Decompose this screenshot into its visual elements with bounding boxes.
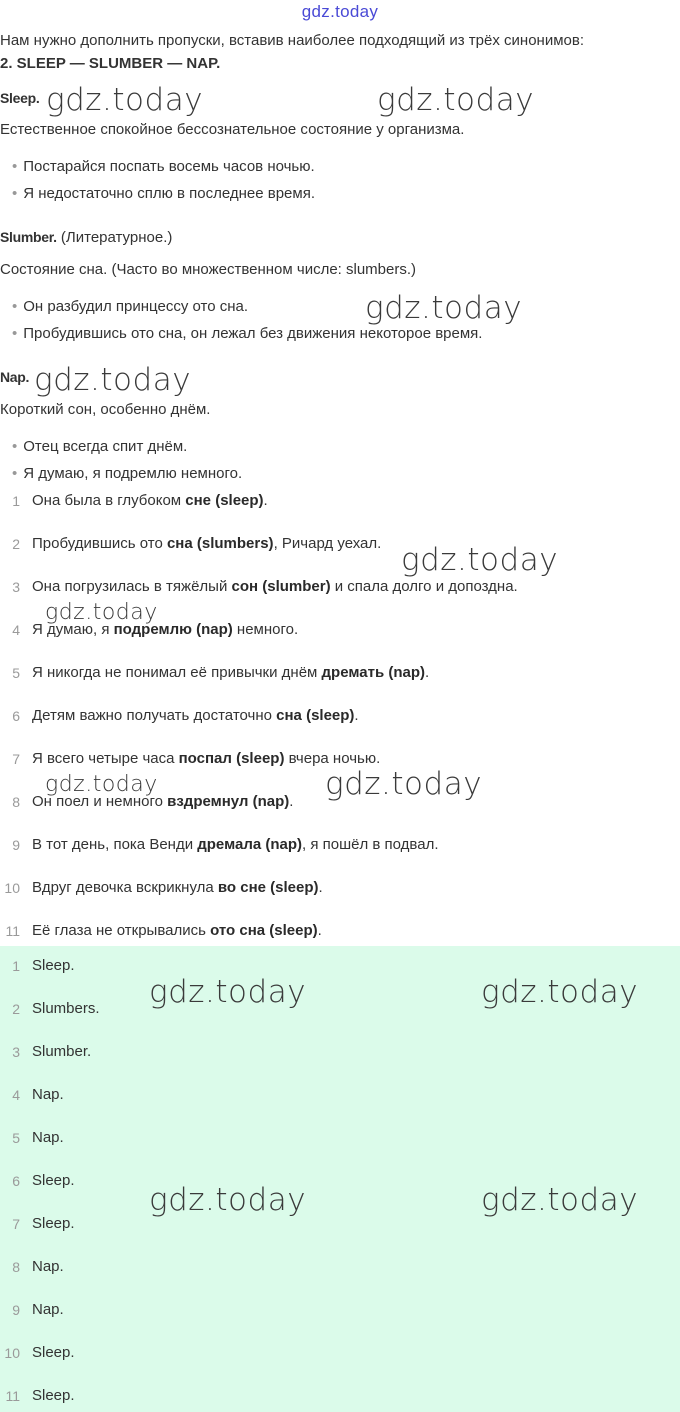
- exercise-sentence: [32, 879, 323, 896]
- example-item: • Пробудившись ото сна, он лежал без движения некоторое время.: [12, 325, 482, 342]
- watermark: gdz.today: [377, 82, 535, 118]
- sentence-answer: сне (sleep): [185, 492, 264, 509]
- answer-number: 7: [12, 1216, 20, 1232]
- sentence-answer: подремлю (nap): [113, 621, 233, 638]
- term-word: Sleep.: [0, 90, 40, 106]
- watermark: gdz.today: [149, 974, 307, 1010]
- answer-number: 11: [5, 1388, 20, 1404]
- example-item: • Постарайся поспать восемь часов ночью.: [12, 158, 315, 175]
- sentence-text: Я думаю, я: [32, 621, 114, 638]
- sentence-text: , Ричард уехал.: [273, 535, 382, 552]
- term-definition: Короткий сон, особенно днём.: [0, 401, 211, 418]
- task-intro: Нам нужно дополнить пропуски, вставив наиболее подходящий из трёх синонимов:: [0, 32, 584, 49]
- sentence-answer: сна (slumbers): [166, 535, 274, 552]
- sentence-text: Пробудившись ото: [32, 535, 167, 552]
- answer-text: Slumbers.: [32, 1000, 100, 1017]
- sentence-text: Вдруг девочка вскрикнула: [32, 879, 218, 896]
- term-heading-nap: [0, 369, 29, 386]
- answer-text: Sleep.: [32, 1215, 75, 1232]
- watermark: gdz.today: [481, 1182, 639, 1218]
- sentence-answer: во сне (sleep): [217, 879, 319, 896]
- term-definition: Естественное спокойное бессознательное состояние у организма.: [0, 121, 465, 138]
- exercise-number: 8: [12, 794, 20, 810]
- answer-number: 1: [12, 958, 20, 974]
- exercise-sentence: [32, 922, 322, 939]
- sentence-text: Я всего четыре часа: [32, 750, 179, 767]
- term-heading-slumber: [0, 229, 172, 246]
- sentence-answer: поспал (sleep): [178, 750, 285, 767]
- example-item: • Я недостаточно сплю в последнее время.: [12, 185, 315, 202]
- sentence-answer: дремать (nap): [321, 664, 425, 681]
- site-watermark-title: gdz.today: [301, 2, 379, 21]
- watermark: gdz.today: [401, 542, 559, 578]
- term-word: Slumber.: [0, 229, 57, 245]
- watermark: gdz.today: [46, 82, 204, 118]
- sentence-answer: сна (sleep): [276, 707, 355, 724]
- sentence-answer: дремала (nap): [197, 836, 303, 853]
- term-definition: Состояние сна. (Часто во множественном числе: slumbers.): [0, 261, 417, 278]
- answer-number: 5: [12, 1130, 20, 1146]
- answer-number: 2: [12, 1001, 20, 1017]
- answer-text: Nap.: [32, 1129, 64, 1146]
- sentence-text: .: [354, 707, 359, 724]
- answer-text: Nap.: [32, 1258, 64, 1275]
- sentence-answer: сон (slumber): [231, 578, 331, 595]
- example-item: • Он разбудил принцессу ото сна.: [12, 298, 248, 315]
- sentence-text: Её глаза не открывались: [32, 922, 211, 939]
- exercise-number: 2: [12, 536, 20, 552]
- sentence-text: Она погрузилась в тяжёлый: [32, 578, 232, 595]
- exercise-sentence: [32, 578, 518, 595]
- watermark: gdz.today: [481, 974, 639, 1010]
- sentence-text: и спала долго и допоздна.: [330, 578, 518, 595]
- answer-number: 4: [12, 1087, 20, 1103]
- sentence-text: .: [317, 922, 322, 939]
- term-note: (Литературное.): [56, 229, 173, 246]
- watermark: gdz.today: [34, 362, 192, 398]
- exercise-number: 3: [12, 579, 20, 595]
- sentence-text: .: [263, 492, 268, 509]
- exercise-number: 6: [12, 708, 20, 724]
- answer-text: Slumber.: [32, 1043, 92, 1060]
- watermark: gdz.today: [365, 290, 523, 326]
- exercise-sentence: [32, 535, 381, 552]
- answer-number: 3: [12, 1044, 20, 1060]
- sentence-answer: вздремнул (nap): [167, 793, 290, 810]
- answer-text: Nap.: [32, 1301, 64, 1318]
- sentence-text: В тот день, пока Венди: [32, 836, 198, 853]
- sentence-text: .: [425, 664, 430, 681]
- sentence-text: Детям важно получать достаточно: [32, 707, 277, 724]
- watermark: gdz.today: [149, 1182, 307, 1218]
- watermark: gdz.today: [325, 766, 483, 802]
- answer-number: 10: [4, 1345, 20, 1361]
- exercise-number: 4: [12, 622, 20, 638]
- sentence-text: .: [289, 793, 294, 810]
- exercise-sentence: [32, 707, 359, 724]
- exercise-number: 7: [12, 751, 20, 767]
- watermark: gdz.today: [45, 772, 158, 797]
- sentence-text: Он поел и немного: [32, 793, 168, 810]
- task-title: 2. SLEEP — SLUMBER — NAP.: [0, 55, 221, 72]
- answer-text: Nap.: [32, 1086, 64, 1103]
- term-heading-sleep: [0, 90, 39, 107]
- answer-text: Sleep.: [32, 1387, 75, 1404]
- term-word: Nap.: [0, 369, 30, 385]
- answer-text: Sleep.: [32, 1172, 75, 1189]
- exercise-sentence: [32, 750, 380, 767]
- exercise-number: 1: [12, 493, 20, 509]
- sentence-text: .: [318, 879, 323, 896]
- answer-number: 9: [12, 1302, 20, 1318]
- sentence-text: Она была в глубоком: [32, 492, 186, 509]
- answer-text: Sleep.: [32, 957, 75, 974]
- exercise-sentence: [32, 664, 429, 681]
- answer-number: 6: [12, 1173, 20, 1189]
- exercise-number: 11: [5, 923, 20, 939]
- exercise-number: 9: [12, 837, 20, 853]
- sentence-answer: ото сна (sleep): [210, 922, 318, 939]
- example-item: • Отец всегда спит днём.: [12, 438, 187, 455]
- sentence-text: Я никогда не понимал её привычки днём: [32, 664, 322, 681]
- sentence-text: вчера ночью.: [284, 750, 381, 767]
- sentence-text: , я пошёл в подвал.: [302, 836, 439, 853]
- exercise-sentence: [32, 492, 268, 509]
- exercise-number: 10: [4, 880, 20, 896]
- exercise-sentence: [32, 836, 439, 853]
- example-item: • Я думаю, я подремлю немного.: [12, 465, 242, 482]
- exercise-number: 5: [12, 665, 20, 681]
- watermark: gdz.today: [45, 600, 158, 625]
- answer-text: Sleep.: [32, 1344, 75, 1361]
- answer-number: 8: [12, 1259, 20, 1275]
- answers-panel: [0, 946, 680, 1412]
- sentence-text: немного.: [232, 621, 299, 638]
